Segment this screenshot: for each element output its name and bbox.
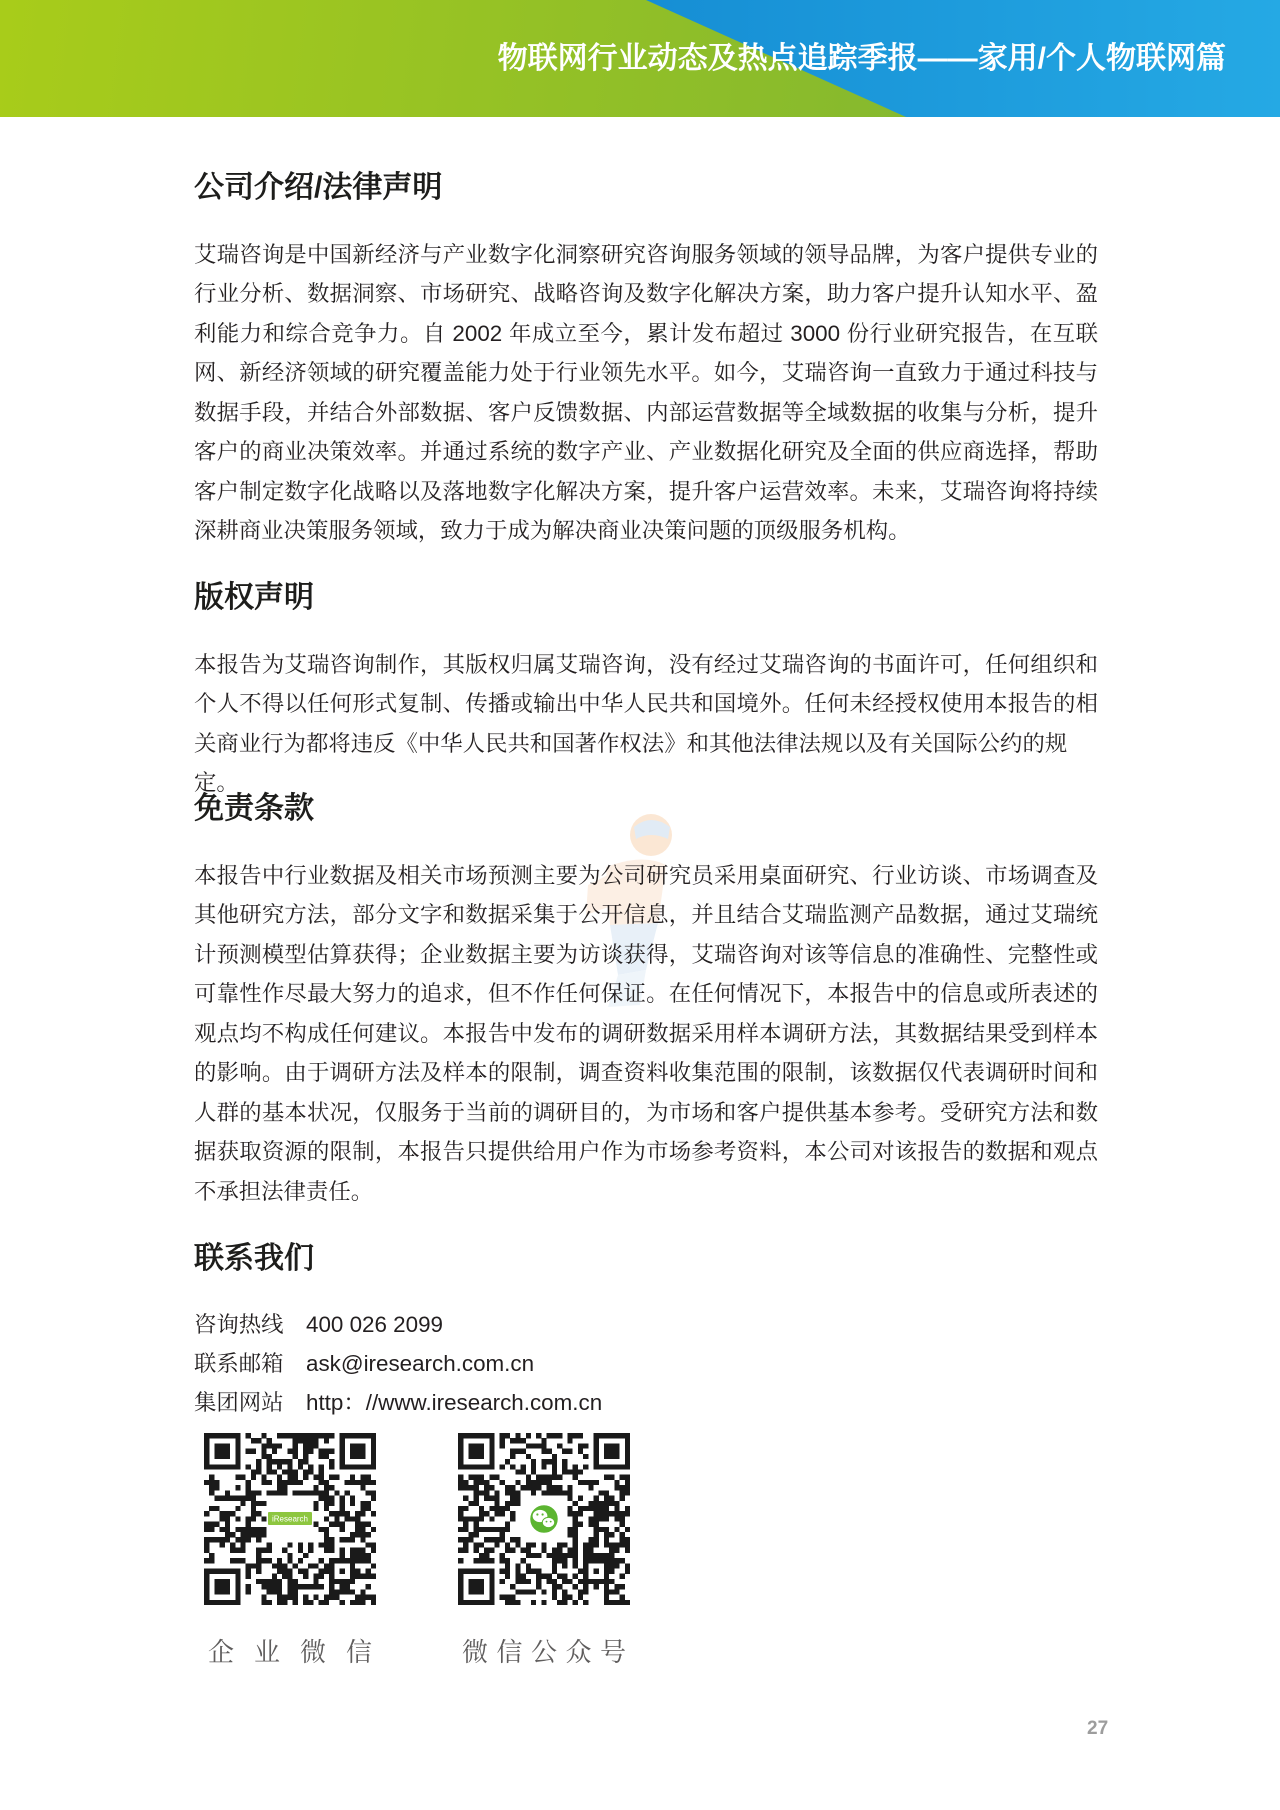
disclaimer-paragraph (194, 856, 1098, 1212)
section-heading-contact: 联系我们 (194, 1241, 314, 1275)
disclaimer-text-line: 可靠性作尽最大努力的追求，但不作任何保证。在任何情况下，本报告中的信息或所表述的 (194, 981, 1098, 1007)
copyright-text-line: 个人不得以任何形式复制、传播或输出中华人民共和国境外。任何未经授权使用本报告的相 (194, 691, 1098, 717)
company-paragraph (194, 235, 1098, 551)
qr-caption-enterprise-wechat: 企业微信 (208, 1637, 393, 1667)
contact-label: 联系邮箱 (194, 1350, 284, 1376)
header (0, 0, 1280, 117)
disclaimer-text-line: 不承担法律责任。 (194, 1178, 374, 1204)
disclaimer-text-line: 观点均不构成任何建议。本报告中发布的调研数据采用样本调研方法，其数据结果受到样本 (194, 1020, 1098, 1046)
disclaimer-text-line: 的影响。由于调研方法及样本的限制，调查资料收集范围的限制，该数据仅代表调研时间和 (194, 1060, 1098, 1086)
section-heading-disclaimer: 免责条款 (194, 791, 314, 825)
wechat-eye (550, 1521, 552, 1523)
wechat-icon (529, 1504, 559, 1534)
copyright-text-line: 本报告为艾瑞咨询制作，其版权归属艾瑞咨询，没有经过艾瑞咨询的书面许可，任何组织和 (194, 651, 1098, 677)
contact-list (194, 1305, 602, 1423)
company-text-line: 数据手段，并结合外部数据、客户反馈数据、内部运营数据等全域数据的收集与分析，提升 (194, 399, 1098, 425)
email-link[interactable]: ask@iresearch.com.cn (306, 1350, 535, 1376)
company-text-line: 艾瑞咨询是中国新经济与产业数字化洞察研究咨询服务领域的领导品牌，为客户提供专业的 (194, 241, 1098, 267)
qr-caption-wechat-official-account: 微信公众号 (462, 1637, 635, 1667)
company-text-line: 利能力和综合竞争力。自 2002 年成立至今，累计发布超过 3000 份行业研究报告，在互联 (194, 320, 1098, 346)
disclaimer-text-line: 本报告中行业数据及相关市场预测主要为公司研究员采用桌面研究、行业访谈、市场调查及 (194, 862, 1098, 888)
contact-label: 集团网站 (194, 1390, 284, 1416)
hotline-number: 400 026 2099 (306, 1311, 443, 1337)
company-text-line: 客户制定数字化战略以及落地数字化解决方案，提升客户运营效率。未来，艾瑞咨询将持续 (194, 478, 1098, 504)
company-text-line: 深耕商业决策服务领域，致力于成为解决商业决策问题的顶级服务机构。 (194, 518, 911, 543)
qr-code-wechat-official-account (458, 1433, 630, 1605)
contact-row-website (194, 1383, 602, 1422)
disclaimer-text-line: 计预测模型估算获得；企业数据主要为访谈获得，艾瑞咨询对该等信息的准确性、完整性或 (194, 941, 1098, 967)
company-text-line: 行业分析、数据洞察、市场研究、战略咨询及数字化解决方案，助力客户提升认知水平、盈 (194, 281, 1098, 306)
wechat-eye (536, 1513, 538, 1515)
disclaimer-text-line: 人群的基本状况，仅服务于当前的调研目的，为市场和客户提供基本参考。受研究方法和数 (194, 1099, 1098, 1125)
website-link[interactable]: http：//www.iresearch.com.cn (306, 1390, 603, 1416)
page-number: 27 (1087, 1718, 1109, 1739)
section-heading-company: 公司介绍/法律声明 (194, 170, 443, 204)
iresearch-logo-icon (268, 1512, 312, 1525)
report-title: 物联网行业动态及热点追踪季报——家用/个人物联网篇 (497, 42, 1226, 75)
wechat-eye (546, 1521, 548, 1523)
disclaimer-text-line: 据获取资源的限制，本报告只提供给用户作为市场参考资料，本公司对该报告的数据和观点 (194, 1139, 1098, 1165)
contact-row-email (194, 1344, 602, 1383)
copyright-paragraph (194, 645, 1098, 796)
disclaimer-text-line: 其他研究方法，部分文字和数据采集于公开信息，并且结合艾瑞监测产品数据，通过艾瑞统 (194, 902, 1098, 928)
copyright-text-line: 关商业行为都将违反《中华人民共和国著作权法》和其他法律法规以及有关国际公约的规定。 (194, 730, 1068, 796)
wechat-bubble-small (542, 1517, 554, 1527)
wechat-eye (542, 1513, 544, 1515)
section-heading-copyright: 版权声明 (194, 580, 314, 614)
contact-row-hotline (194, 1305, 602, 1344)
company-text-line: 网、新经济领域的研究覆盖能力处于行业领先水平。如今，艾瑞咨询一直致力于通过科技与 (194, 360, 1098, 385)
qr-code-enterprise-wechat (204, 1433, 376, 1605)
contact-label: 咨询热线 (194, 1311, 284, 1337)
company-text-line: 客户的商业决策效率。并通过系统的数字产业、产业数据化研究及全面的供应商选择，帮助 (194, 439, 1098, 464)
qr-logo-text: iResearch (271, 1514, 309, 1524)
